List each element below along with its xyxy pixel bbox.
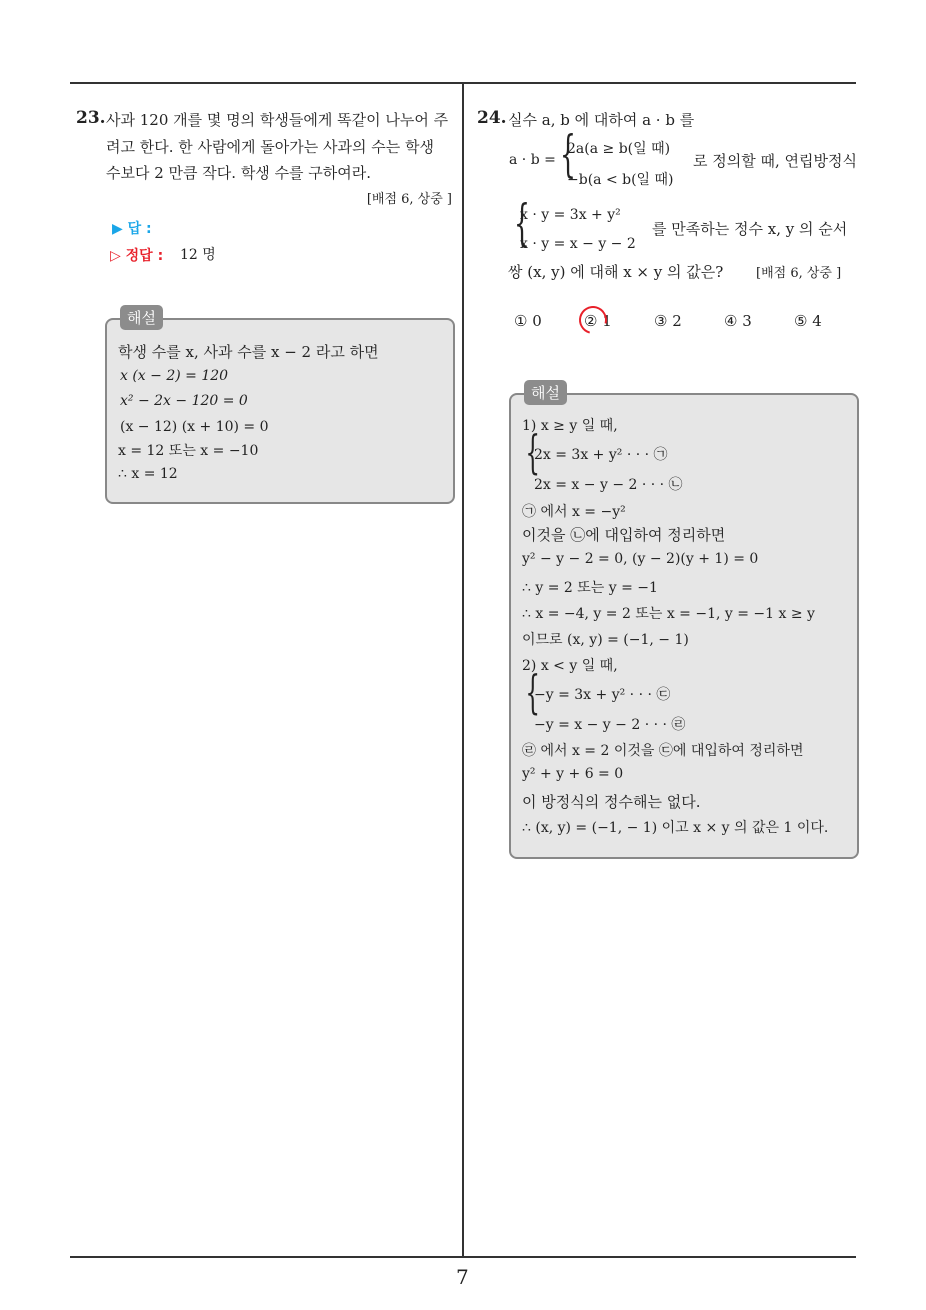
explanation-line: 2x = 3x + y² · · · ㉠ [534,447,668,463]
question-text-line: 를 만족하는 정수 x, y 의 순서 [652,220,848,238]
choice-2[interactable]: ② 1 [584,312,612,330]
question-number: 23. [76,108,106,128]
explanation-line: x = 12 또는 x = −10 [118,443,259,459]
question-text-line: 사과 120 개를 몇 명의 학생들에게 똑같이 나누어 주 [106,111,449,129]
score-label: [배점 6, 상중 ] [366,192,452,207]
explanation-line: −y = 3x + y² · · · ㉢ [534,687,671,703]
explanation-line: ∴ x = −4, y = 2 또는 x = −1, y = −1 x ≥ y [522,606,815,622]
brace: { [513,194,530,252]
question-text-line: 쌍 (x, y) 에 대해 x × y 의 값은? [508,263,724,281]
question-text-line: 로 정의할 때, 연립방정식 [693,152,857,170]
answer-label: ▶ 답 : [112,221,152,237]
explanation-line: y² − y − 2 = 0, (y − 2)(y + 1) = 0 [522,551,759,567]
explanation-line: ∴ y = 2 또는 y = −1 [522,580,658,596]
explanation-line: ㉠ 에서 x = −y² [522,504,626,520]
explanation-line: 이므로 (x, y) = (−1, − 1) [522,632,689,648]
explanation-line: 2x = x − y − 2 · · · ㉡ [534,477,683,493]
page-number: 7 [456,1265,469,1289]
explanation-line: x (x − 2) = 120 [120,368,229,384]
choice-4[interactable]: ④ 3 [724,312,752,330]
question-text-line: 실수 a, b 에 대하여 a · b 를 [508,111,695,129]
definition-lhs: a · b = [509,152,556,168]
explanation-line: 학생 수를 x, 사과 수를 x − 2 라고 하면 [118,343,379,361]
explanation-tag: 해설 [120,305,163,330]
explanation-line: −y = x − y − 2 · · · ㉣ [534,717,686,733]
brace: { [525,425,540,479]
explanation-line: x² − 2x − 120 = 0 [120,393,248,409]
question-number: 24. [477,108,507,128]
explanation-line: 이 방정식의 정수해는 없다. [522,793,701,811]
bottom-rule [70,1256,856,1258]
choice-3[interactable]: ③ 2 [654,312,682,330]
choice-5[interactable]: ⑤ 4 [794,312,822,330]
choice-1[interactable]: ① 0 [514,312,542,330]
system-equation: x · y = 3x + y² [520,207,621,223]
column-divider [462,82,464,1258]
question-text-line: 려고 한다. 한 사람에게 돌아가는 사과의 수는 학생 [106,138,434,156]
score-label: [배점 6, 상중 ] [756,266,842,281]
explanation-line: (x − 12) (x + 10) = 0 [120,419,269,435]
correct-answer-label: ▷ 정답 : [110,248,164,264]
definition-case: 2a(a ≥ b(일 때) [567,141,671,157]
question-text-line: 수보다 2 만큼 작다. 학생 수를 구하여라. [106,164,372,182]
system-equation: x · y = x − y − 2 [520,236,636,252]
explanation-line: 1) x ≥ y 일 때, [522,418,618,434]
explanation-line: 2) x < y 일 때, [522,658,618,674]
explanation-line: ∴ x = 12 [118,466,178,482]
explanation-line: y² + y + 6 = 0 [522,766,624,782]
brace: { [559,125,576,183]
explanation-line: ∴ (x, y) = (−1, − 1) 이고 x × y 의 값은 1 이다. [522,820,829,836]
brace: { [525,665,540,719]
correct-answer-value: 12 명 [180,247,216,263]
definition-case: −b(a < b(일 때) [567,172,674,188]
explanation-line: ㉣ 에서 x = 2 이것을 ㉢에 대입하여 정리하면 [522,743,804,759]
explanation-tag: 해설 [524,380,567,405]
explanation-line: 이것을 ㉡에 대입하여 정리하면 [522,526,726,544]
selected-answer-circle-icon [574,301,612,339]
